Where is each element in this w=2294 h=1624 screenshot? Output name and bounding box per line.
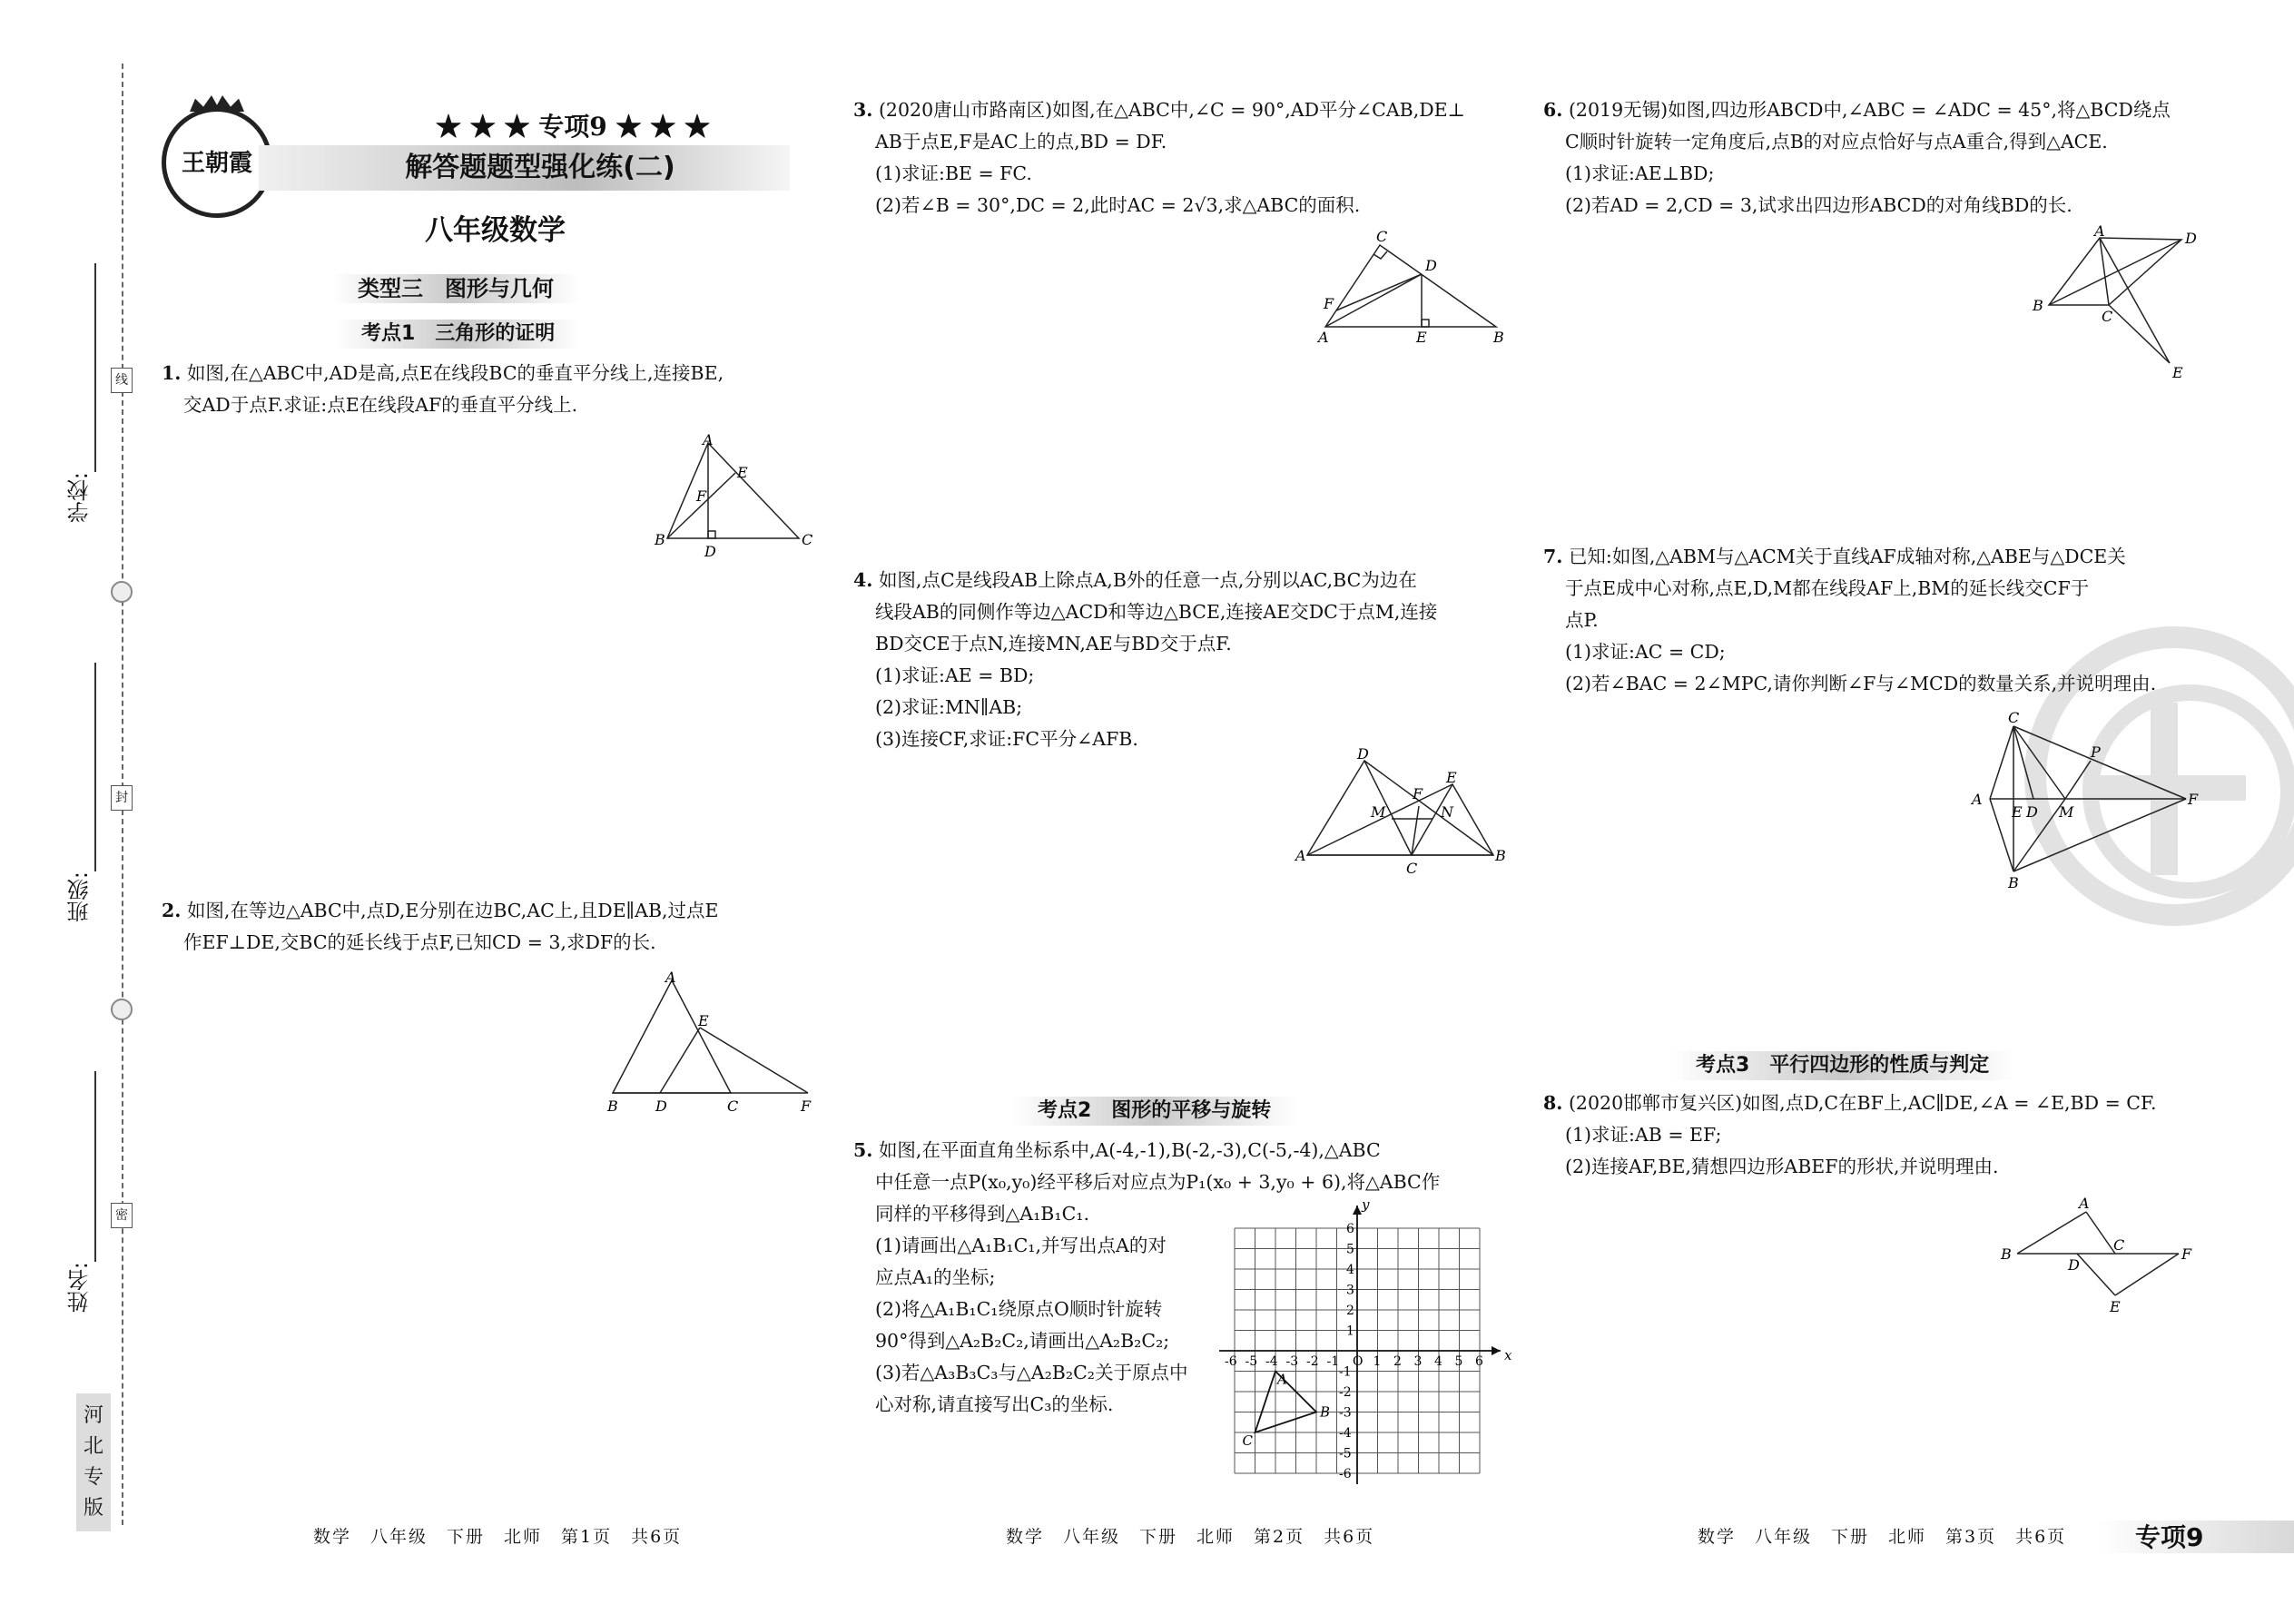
footer-page1: 数学 八年级 下册 北师 第1页 共6页 — [313, 1527, 683, 1547]
question-text: (3)若△A₃B₃C₃与△A₂B₂C₂关于原点中 — [875, 1362, 1188, 1383]
question-number: 1. — [162, 362, 182, 384]
point-label: C — [2102, 308, 2113, 325]
question-number: 7. — [1543, 546, 1563, 567]
point-label: B — [2033, 297, 2043, 314]
page-title: 解答题题型强化练(二) — [405, 152, 675, 183]
point-label: F — [1324, 295, 1334, 312]
question-number: 3. — [853, 99, 873, 121]
class-label: 班级: — [67, 871, 93, 923]
question-text: 点P. — [1565, 609, 1599, 631]
point-label: A — [2094, 225, 2105, 240]
question-2 — [162, 895, 815, 959]
star-icon: ★ ★ ★ — [436, 112, 539, 142]
seal-mark-xian: 线 — [111, 368, 133, 393]
question-text: 应点A₁的坐标; — [875, 1266, 996, 1288]
x-tick-label: -2 — [1306, 1354, 1319, 1369]
question-text: 如图,在平面直角坐标系中,A(-4,-1),B(-2,-3),C(-5,-4),△ABC — [878, 1139, 1381, 1161]
point-label: E — [2012, 803, 2023, 821]
point-label: D — [2068, 1256, 2080, 1274]
question-text: (2019无锡)如图,四边形ABCD中,∠ABC = ∠ADC = 45°,将△BCD绕点 — [1568, 99, 2171, 121]
subject-title: 八年级数学 — [425, 214, 566, 247]
question-text: (1)求证:AB = EF; — [1565, 1124, 1722, 1146]
point-label: A — [1277, 1371, 1287, 1388]
binding-hole-icon — [111, 999, 133, 1020]
question-text: 如图,在等边△ABC中,点D,E分别在边BC,AC上,且DE∥AB,过点E — [186, 900, 719, 921]
y-tick-label: 3 — [1346, 1283, 1354, 1298]
point-label: F — [696, 487, 707, 505]
y-tick-label: 5 — [1346, 1242, 1354, 1257]
y-tick-label: 4 — [1346, 1263, 1354, 1277]
y-tick-label: -3 — [1339, 1405, 1352, 1421]
point-label: D — [2185, 230, 2197, 247]
point-label: B — [1320, 1403, 1331, 1421]
x-tick-label: 2 — [1393, 1354, 1402, 1369]
point-label: A — [665, 969, 676, 986]
footer-tag: 专项9 — [2135, 1522, 2204, 1552]
question-text: (2)连接AF,BE,猜想四边形ABEF的形状,并说明理由. — [1565, 1156, 1999, 1177]
question-1 — [162, 358, 815, 421]
figure-q2 — [604, 969, 822, 1119]
name-label: 姓名: — [67, 1262, 93, 1314]
coordinate-grid — [1212, 1198, 1511, 1498]
question-text: (2)若AD = 2,CD = 3,试求出四边形ABCD的对角线BD的长. — [1565, 194, 2072, 216]
y-tick-label: -4 — [1339, 1426, 1352, 1441]
seal-mark-mi: 密 — [111, 1203, 133, 1228]
question-4 — [853, 565, 1507, 755]
question-text: 如图,在△ABC中,AD是高,点E在线段BC的垂直平分线上,连接BE, — [186, 362, 724, 384]
question-6 — [1543, 94, 2197, 221]
point-label: E — [737, 464, 748, 481]
question-text: (1)请画出△A₁B₁C₁,并写出点A的对 — [875, 1235, 1167, 1256]
type-heading: 类型三 图形与几何 — [332, 274, 579, 303]
school-label: 学校: — [67, 472, 93, 524]
class-underline — [94, 663, 96, 871]
point-label: C — [802, 531, 812, 548]
question-text: (1)求证:AC = CD; — [1565, 641, 1726, 663]
x-tick-label: 3 — [1413, 1354, 1423, 1369]
point-label: B — [1495, 847, 1506, 864]
x-tick-label: -3 — [1285, 1354, 1299, 1369]
point-label: E — [1446, 769, 1457, 786]
x-tick-label: -1 — [1326, 1354, 1340, 1369]
point-label: N — [1441, 803, 1453, 821]
point-label: P — [2091, 743, 2101, 761]
point-label: D — [704, 543, 716, 560]
figure-q4 — [1294, 744, 1516, 881]
point-label: C — [727, 1097, 739, 1115]
question-text: (3)连接CF,求证:FC平分∠AFB. — [875, 728, 1138, 750]
y-tick-label: 1 — [1346, 1324, 1354, 1339]
point-label: C — [2113, 1236, 2125, 1254]
question-text: (2)将△A₁B₁C₁绕原点O顺时针旋转 — [875, 1298, 1163, 1320]
question-text: AB于点E,F是AC上的点,BD = DF. — [875, 131, 1167, 153]
question-text: 交AD于点F.求证:点E在线段AF的垂直平分线上. — [183, 394, 578, 416]
point-label: C — [2008, 710, 2020, 726]
point-label: E — [2110, 1298, 2121, 1315]
point-label: M — [1371, 803, 1386, 821]
point-label: A — [1295, 847, 1306, 864]
question-7 — [1543, 541, 2197, 700]
edition-label: 河北专版 — [76, 1393, 111, 1531]
point-label: A — [2079, 1195, 2090, 1212]
logo-text: 王朝霞 — [181, 150, 252, 177]
figure-q8 — [1997, 1194, 2197, 1316]
star-icon: ★ ★ ★ — [606, 112, 710, 142]
logo-crown-icon — [190, 95, 244, 112]
x-tick-label: -4 — [1265, 1354, 1278, 1369]
question-text: (2)求证:MN∥AB; — [875, 696, 1023, 718]
question-text: 心对称,请直接写出C₃的坐标. — [875, 1393, 1114, 1415]
name-underline — [94, 1071, 96, 1262]
point-label: D — [1425, 257, 1437, 274]
y-tick-label: 2 — [1346, 1304, 1354, 1318]
point-label: A — [1318, 329, 1329, 346]
point-label: E — [1416, 329, 1427, 346]
question-number: 8. — [1543, 1092, 1563, 1114]
question-text: C顺时针旋转一定角度后,点B的对应点恰好与点A重合,得到△ACE. — [1565, 131, 2108, 153]
question-text: 如图,点C是线段AB上除点A,B外的任意一点,分别以AC,BC为边在 — [878, 569, 1417, 591]
question-text: 中任意一点P(x₀,y₀)经平移后对应点为P₁(x₀ + 3,y₀ + 6),将△ABC作 — [875, 1171, 1441, 1193]
question-text: (2)若∠BAC = 2∠MPC,请你判断∠F与∠MCD的数量关系,并说明理由. — [1565, 673, 2157, 694]
y-tick-label: -6 — [1339, 1467, 1352, 1481]
y-axis-label: y — [1362, 1198, 1370, 1213]
point-label: A — [703, 434, 714, 448]
question-text: BD交CE于点N,连接MN,AE与BD交于点F. — [875, 633, 1232, 655]
question-number: 6. — [1543, 99, 1563, 121]
figure-q6 — [2029, 225, 2201, 384]
point-label: B — [655, 531, 665, 548]
figure-q3 — [1314, 229, 1514, 347]
point-label: C — [1242, 1432, 1253, 1449]
point-label: E — [2172, 364, 2183, 381]
y-tick-label: -2 — [1339, 1385, 1352, 1400]
zhuanxiang-title — [436, 107, 710, 143]
y-tick-label: -1 — [1339, 1364, 1352, 1380]
question-number: 5. — [853, 1139, 873, 1161]
question-text: (2)若∠B = 30°,DC = 2,此时AC = 2√3,求△ABC的面积. — [875, 194, 1361, 216]
y-tick-label: -5 — [1339, 1446, 1352, 1462]
question-text: (1)求证:AE = BD; — [875, 664, 1035, 686]
x-tick-label: 5 — [1454, 1354, 1463, 1369]
y-tick-label: 6 — [1346, 1222, 1354, 1236]
x-axis-label: x — [1504, 1347, 1511, 1363]
point-label: B — [2008, 874, 2019, 891]
x-tick-label: -5 — [1245, 1354, 1258, 1369]
school-underline — [94, 263, 96, 472]
footer-page3: 数学 八年级 下册 北师 第3页 共6页 — [1698, 1527, 2067, 1547]
point-label: F — [2188, 791, 2199, 808]
x-tick-label: 4 — [1434, 1354, 1442, 1369]
point-label: C — [1376, 229, 1388, 245]
binding-strip — [0, 0, 145, 1624]
question-8 — [1543, 1088, 2197, 1183]
point-label: D — [655, 1097, 667, 1115]
question-text: 90°得到△A₂B₂C₂,请画出△A₂B₂C₂; — [875, 1330, 1170, 1352]
question-text: 于点E成中心对称,点E,D,M都在线段AF上,BM的延长线交CF于 — [1565, 577, 2090, 599]
point-label: M — [2059, 803, 2074, 821]
question-text: (2020邯郸市复兴区)如图,点D,C在BF上,AC∥DE,∠A = ∠E,BD = CF. — [1568, 1092, 2157, 1114]
question-text: 作EF⊥DE,交BC的延长线于点F,已知CD = 3,求DF的长. — [183, 931, 656, 953]
kaodian1-heading: 考点1 三角形的证明 — [336, 320, 580, 349]
question-text: 线段AB的同侧作等边△ACD和等边△BCE,连接AE交DC于点M,连接 — [875, 601, 1438, 623]
kaodian3-heading: 考点3 平行四边形的性质与判定 — [1670, 1051, 2014, 1080]
figure-q1 — [649, 434, 812, 561]
logo — [162, 107, 272, 218]
point-label: B — [2001, 1245, 2012, 1263]
question-text: (1)求证:BE = FC. — [875, 162, 1032, 184]
point-label: F — [801, 1097, 812, 1115]
point-label: D — [1357, 745, 1369, 763]
figure-q7 — [1970, 710, 2206, 891]
point-label: F — [2181, 1245, 2192, 1263]
point-label: C — [1406, 860, 1418, 877]
question-3 — [853, 94, 1507, 221]
question-text: 已知:如图,△ABM与△ACM关于直线AF成轴对称,△ABE与△DCE关 — [1568, 546, 2126, 567]
point-label: A — [1972, 791, 1983, 808]
question-number: 2. — [162, 900, 182, 921]
x-tick-label: 6 — [1475, 1354, 1483, 1369]
question-text: (2020唐山市路南区)如图,在△ABC中,∠C = 90°,AD平分∠CAB,DE⊥ — [878, 99, 1465, 121]
seal-mark-feng: 封 — [111, 785, 133, 811]
kaodian2-heading: 考点2 图形的平移与旋转 — [1012, 1097, 1296, 1126]
question-text: 同样的平移得到△A₁B₁C₁. — [875, 1203, 1089, 1225]
point-label: D — [2026, 803, 2038, 821]
point-label: F — [1413, 785, 1423, 802]
x-tick-label: O — [1353, 1354, 1364, 1369]
point-label: E — [698, 1012, 709, 1029]
question-number: 4. — [853, 569, 873, 591]
point-label: B — [1493, 329, 1504, 346]
point-label: B — [607, 1097, 618, 1115]
binding-hole-icon — [111, 581, 133, 603]
question-text: (1)求证:AE⊥BD; — [1565, 162, 1715, 184]
zhuanxiang-text: 专项9 — [538, 112, 607, 142]
x-tick-label: 1 — [1373, 1354, 1382, 1369]
x-tick-label: -6 — [1225, 1354, 1237, 1369]
footer-page2: 数学 八年级 下册 北师 第2页 共6页 — [1006, 1527, 1375, 1547]
